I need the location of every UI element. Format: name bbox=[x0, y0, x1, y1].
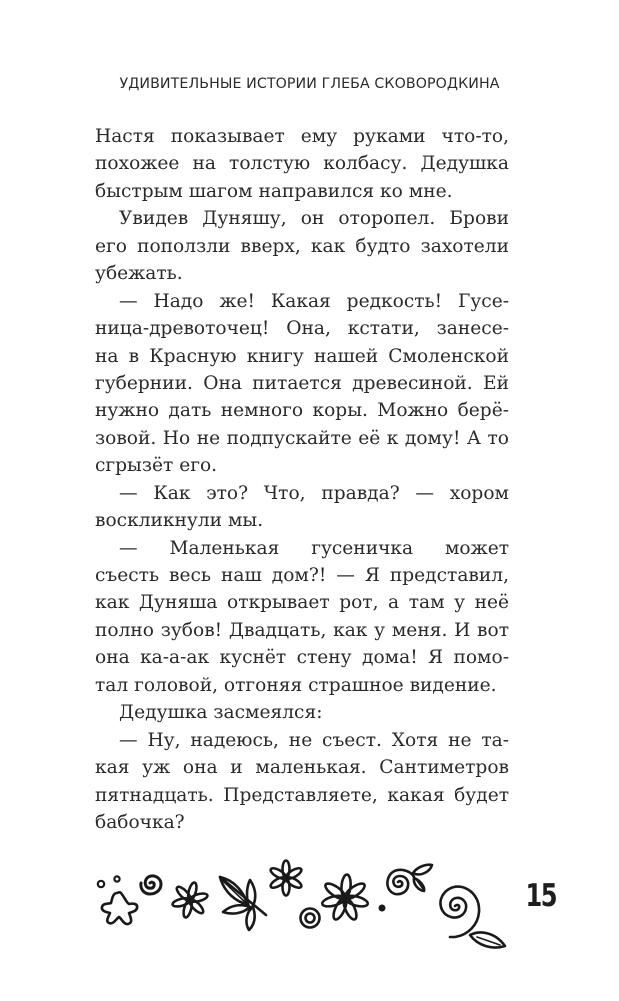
text-line: она ка-а-ак куснёт стену дома! Я помо- bbox=[95, 647, 509, 669]
six-petal-flower-icon bbox=[172, 882, 209, 919]
text-line: ница-древоточец! Она, кстати, занесе- bbox=[95, 318, 509, 340]
text-line: похожее на толстую колбасу. Дедушка bbox=[95, 153, 509, 175]
star-flower-icon bbox=[102, 892, 137, 924]
text-line: — Надо же! Какая редкость! Гусе- bbox=[119, 290, 509, 312]
text-line: полно зубов! Двадцать, как у меня. И вот bbox=[95, 619, 509, 641]
text-line: Дедушка засмеялся: bbox=[119, 702, 323, 724]
leaf-branch-icon bbox=[220, 877, 266, 930]
text-line: бабочка? bbox=[95, 811, 185, 833]
text-line: сгрызёт его. bbox=[95, 455, 218, 477]
text-line: на в Красную книгу нашей Смоленской bbox=[95, 345, 509, 367]
rose-spiral-icon bbox=[387, 865, 432, 894]
text-line: его поползли вверх, как будто захотели bbox=[95, 235, 509, 257]
text-line: воскликнули мы. bbox=[95, 510, 264, 532]
text-line: Настя показывает ему руками что-то, bbox=[95, 126, 509, 147]
small-flower-icon bbox=[269, 861, 303, 896]
body-text bbox=[95, 123, 509, 836]
large-flower-icon bbox=[321, 874, 369, 921]
text-line: зовой. Но не подпускайте её к дому! А то bbox=[95, 427, 509, 449]
text-line: кая уж она и маленькая. Сантиметров bbox=[95, 757, 509, 779]
text-line: тал головой, отгоняя страшное видение. bbox=[95, 674, 497, 696]
text-line: быстрым шагом направился ко мне. bbox=[95, 180, 453, 202]
text-line: как Дуняша открывает рот, а там у неё bbox=[95, 592, 509, 614]
text-line: — Как это? Что, правда? — хором bbox=[119, 482, 509, 504]
page-number: 15 bbox=[525, 878, 557, 914]
dot-icon bbox=[98, 876, 120, 887]
text-line: съесть весь наш дом?! — Я представил, bbox=[95, 565, 509, 586]
text-line: пятнадцать. Представляете, какая будет bbox=[95, 784, 509, 806]
text-line: губернии. Она питается древесиной. Ей bbox=[95, 372, 509, 394]
dot-icon bbox=[380, 906, 384, 910]
text-line: Увидев Дуняшу, он оторопел. Брови bbox=[119, 208, 509, 230]
double-circle-icon bbox=[301, 909, 320, 928]
large-spiral-icon bbox=[440, 887, 505, 948]
text-line: — Маленькая гусеничка может bbox=[119, 537, 509, 559]
spiral-icon bbox=[141, 876, 161, 894]
text-line: нужно дать немного коры. Можно берё- bbox=[95, 400, 509, 422]
text-line: — Ну, надеюсь, не съест. Хотя не та- bbox=[119, 729, 509, 751]
text-line: убежать. bbox=[95, 263, 183, 285]
running-header: УДИВИТЕЛЬНЫЕ ИСТОРИИ ГЛЕБА СКОВОРОДКИНА bbox=[119, 76, 500, 92]
